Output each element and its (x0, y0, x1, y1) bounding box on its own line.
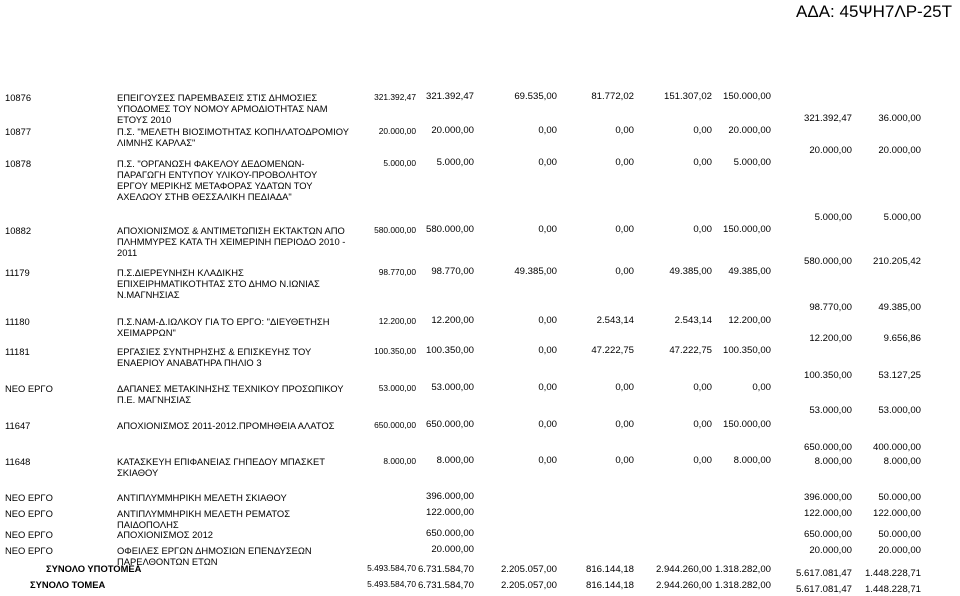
cell-c1: 98.770,00 (378, 267, 416, 277)
cell-c4: 0,00 (615, 125, 634, 136)
cell-c2: 12.200,00 (431, 315, 474, 326)
cell-c6: 20.000,00 (728, 125, 771, 136)
cell-c4: 0,00 (615, 224, 634, 235)
row-code: 11647 (5, 420, 31, 431)
row-code: ΝΕΟ ΕΡΓΟ (5, 545, 53, 556)
cell-c3: 0,00 (538, 419, 557, 430)
cell-c1: 580.000,00 (374, 225, 416, 235)
cell-c4: 0,00 (615, 157, 634, 168)
row-description: ΕΡΓΑΣΙΕΣ ΣΥΝΤΗΡΗΣΗΣ & ΕΠΙΣΚΕΥΗΣ ΤΟΥ ΕΝΑΕΡΙΟΥ ΑΝΑΒΑΤΗΡΑ ΠΗΛΙΟ 3 (117, 346, 312, 368)
row-code: 11181 (5, 346, 30, 357)
cell-c5: 0,00 (693, 455, 712, 466)
right-col-b: 49.385,00 (878, 302, 921, 313)
right-col-b: 20.000,00 (878, 145, 921, 156)
cell-c1: 12.200,00 (378, 316, 416, 326)
cell-c5: 151.307,02 (663, 91, 712, 102)
right-col-b: 9.656,86 (883, 333, 921, 344)
cell-c5: 0,00 (693, 125, 712, 136)
total-c3: 2.205.057,00 (500, 580, 557, 591)
right-col-a: 8.000,00 (814, 456, 852, 467)
cell-c4: 0,00 (615, 455, 634, 466)
cell-c2: 53.000,00 (431, 382, 474, 393)
cell-c1: 53.000,00 (378, 383, 416, 393)
cell-c2: 5.000,00 (436, 157, 474, 168)
row-description: ΟΦΕΙΛΕΣ ΕΡΓΩΝ ΔΗΜΟΣΙΩΝ ΕΠΕΝΔΥΣΕΩΝ ΠΑΡΕΛΘΟΝΤΩΝ ΕΤΩΝ (117, 545, 312, 567)
right-col-b: 8.000,00 (883, 456, 921, 467)
cell-c4: 81.772,02 (591, 91, 634, 102)
cell-c2: 20.000,00 (431, 544, 474, 555)
cell-c2: 8.000,00 (436, 455, 474, 466)
row-description: ΑΝΤΙΠΛΥΜΜΗΡΙΚΗ ΜΕΛΕΤΗ ΡΕΜΑΤΟΣ ΠΑΙΔΟΠΟΛΗΣ (117, 508, 291, 530)
total-c6: 1.318.282,00 (714, 580, 771, 591)
right-col-b: 53.127,25 (878, 370, 921, 381)
total-c3: 2.205.057,00 (500, 564, 557, 575)
total-right-b: 1.448.228,71 (864, 584, 921, 595)
cell-c5: 0,00 (693, 419, 712, 430)
right-col-a: 20.000,00 (809, 145, 852, 156)
total-c2: 6.731.584,70 (417, 580, 474, 591)
cell-c6: 100.350,00 (722, 345, 771, 356)
total-c6: 1.318.282,00 (714, 564, 771, 575)
right-col-b: 50.000,00 (878, 529, 921, 540)
cell-c3: 49.385,00 (514, 266, 557, 277)
cell-c2: 396.000,00 (425, 491, 474, 502)
row-description: ΔΑΠΑΝΕΣ ΜΕΤΑΚΙΝΗΣΗΣ ΤΕΧΝΙΚΟΥ ΠΡΟΣΩΠΙΚΟΥ Π.Ε. ΜΑΓΝΗΣΙΑΣ (117, 383, 344, 405)
total-c4: 816.144,18 (585, 564, 634, 575)
right-col-a: 98.770,00 (809, 302, 852, 313)
right-col-a: 122.000,00 (803, 508, 852, 519)
cell-c3: 0,00 (538, 455, 557, 466)
row-description: ΑΠΟΧΙΟΝΙΣΜΟΣ & ΑΝΤΙΜΕΤΩΠΙΣΗ ΕΚΤΑΚΤΩΝ ΑΠΟ ΠΛΗΜΜΥΡΕΣ ΚΑΤΑ ΤΗ ΧΕΙΜΕΡΙΝΗ ΠΕΡΙΟΔΟ 2010 - 2011 (117, 225, 346, 258)
cell-c1: 20.000,00 (378, 126, 416, 136)
cell-c4: 47.222,75 (591, 345, 634, 356)
right-col-b: 400.000,00 (872, 442, 921, 453)
row-code: 10877 (5, 126, 32, 137)
cell-c4: 2.543,14 (596, 315, 634, 326)
right-col-a: 580.000,00 (803, 256, 852, 267)
row-code: 10876 (5, 92, 32, 103)
right-col-b: 20.000,00 (878, 545, 921, 556)
right-col-a: 100.350,00 (803, 370, 852, 381)
right-col-a: 321.392,47 (803, 113, 852, 124)
right-col-b: 50.000,00 (878, 492, 921, 503)
cell-c1: 650.000,00 (374, 420, 416, 430)
cell-c6: 12.200,00 (728, 315, 771, 326)
row-code: 11648 (5, 456, 31, 467)
row-code: ΝΕΟ ΕΡΓΟ (5, 508, 53, 519)
cell-c4: 0,00 (615, 382, 634, 393)
right-col-b: 210.205,42 (872, 256, 921, 267)
right-col-b: 5.000,00 (883, 212, 921, 223)
cell-c3: 0,00 (538, 224, 557, 235)
cell-c3: 69.535,00 (514, 91, 557, 102)
total-label: ΣΥΝΟΛΟ ΤΟΜΕΑ (30, 579, 106, 590)
cell-c3: 0,00 (538, 315, 557, 326)
right-col-b: 36.000,00 (878, 113, 921, 124)
right-col-a: 12.200,00 (809, 333, 852, 344)
cell-c2: 100.350,00 (425, 345, 474, 356)
total-right-b: 1.448.228,71 (864, 568, 921, 579)
row-description: Π.Σ.ΝΑΜ-Δ.ΙΩΛΚΟΥ ΓΙΑ ΤΟ ΕΡΓΟ: "ΔΙΕΥΘΕΤΗΣΗ ΧΕΙΜΑΡΡΩΝ" (117, 316, 330, 338)
row-code: ΝΕΟ ΕΡΓΟ (5, 383, 53, 394)
total-c1: 5.493.584,70 (367, 563, 416, 573)
cell-c2: 98.770,00 (431, 266, 474, 277)
right-col-a: 650.000,00 (803, 442, 852, 453)
cell-c5: 0,00 (693, 382, 712, 393)
cell-c1: 8.000,00 (383, 456, 416, 466)
cell-c6: 5.000,00 (733, 157, 771, 168)
row-code: ΝΕΟ ΕΡΓΟ (5, 529, 53, 540)
right-col-a: 53.000,00 (809, 405, 852, 416)
cell-c2: 650.000,00 (425, 528, 474, 539)
row-description: ΕΠΕΙΓΟΥΣΕΣ ΠΑΡΕΜΒΑΣΕΙΣ ΣΤΙΣ ΔΗΜΟΣΙΕΣ ΥΠΟΔΟΜΕΣ ΤΟΥ ΝΟΜΟΥ ΑΡΜΟΔΙΟΤΗΤΑΣ ΝΑΜ ΕΤΟΥΣ 2010 (117, 92, 328, 125)
row-description: ΑΝΤΙΠΛΥΜΜΗΡΙΚΗ ΜΕΛΕΤΗ ΣΚΙΑΘΟΥ (117, 492, 287, 503)
row-description: Π.Σ.ΔΙΕΡΕΥΝΗΣΗ ΚΛΑΔΙΚΗΣ ΕΠΙΧΕΙΡΗΜΑΤΙΚΟΤΗΤΑΣ ΣΤΟ ΔΗΜΟ Ν.ΙΩΝΙΑΣ Ν.ΜΑΓΝΗΣΙΑΣ (117, 267, 320, 300)
cell-c3: 0,00 (538, 345, 557, 356)
right-col-a: 5.000,00 (814, 212, 852, 223)
cell-c3: 0,00 (538, 125, 557, 136)
cell-c3: 0,00 (538, 157, 557, 168)
cell-c6: 49.385,00 (728, 266, 771, 277)
row-description: Π.Σ. "ΜΕΛΕΤΗ ΒΙΟΣΙΜΟΤΗΤΑΣ ΚΟΠΗΛΑΤΟΔΡΟΜΙΟΥ ΛΙΜΝΗΣ ΚΑΡΛΑΣ" (117, 126, 349, 148)
right-col-a: 396.000,00 (803, 492, 852, 503)
cell-c2: 580.000,00 (425, 224, 474, 235)
cell-c5: 0,00 (693, 157, 712, 168)
total-right-a: 5.617.081,47 (795, 568, 852, 579)
right-col-a: 20.000,00 (809, 545, 852, 556)
row-description: ΑΠΟΧΙΟΝΙΣΜΟΣ 2011-2012.ΠΡΟΜΗΘΕΙΑ ΑΛΑΤΟΣ (117, 420, 335, 431)
total-c5: 2.944.260,00 (655, 580, 712, 591)
row-description: Π.Σ. "ΟΡΓΑΝΩΣΗ ΦΑΚΕΛΟΥ ΔΕΔΟΜΕΝΩΝ- ΠΑΡΑΓΩΓΗ ΕΝΤΥΠΟΥ ΥΛΙΚΟΥ-ΠΡΟΒΟΛΗΤΟΥ ΕΡΓΟΥ ΜΕΡΙΚΗΣ ΜΕΤΑΦΟΡΑΣ ΥΔΑΤΩΝ ΤΟΥ ΑΧΕΛΩΟΥ ΣΤΗΒ ΘΕΣΣΑΛΙΚΗ ΠΕΔΙΑΔΑ" (117, 158, 318, 202)
cell-c5: 47.222,75 (669, 345, 712, 356)
cell-c1: 321.392,47 (374, 92, 416, 102)
cell-c1: 100.350,00 (374, 346, 416, 356)
cell-c4: 0,00 (615, 419, 634, 430)
cell-c1: 5.000,00 (383, 158, 416, 168)
total-c5: 2.944.260,00 (655, 564, 712, 575)
row-code: 11179 (5, 267, 30, 278)
row-description: ΑΠΟΧΙΟΝΙΣΜΟΣ 2012 (117, 529, 213, 540)
cell-c2: 122.000,00 (425, 507, 474, 518)
cell-c6: 8.000,00 (733, 455, 771, 466)
row-code: 11180 (5, 316, 30, 327)
cell-c2: 20.000,00 (431, 125, 474, 136)
ada-header: ΑΔΑ: 45ΨΗ7ΛΡ-25Τ (796, 2, 952, 21)
total-c2: 6.731.584,70 (417, 564, 474, 575)
total-right-a: 5.617.081,47 (795, 584, 852, 595)
row-description: ΚΑΤΑΣΚΕΥΗ ΕΠΙΦΑΝΕΙΑΣ ΓΗΠΕΔΟΥ ΜΠΑΣΚΕΤ ΣΚΙΑΘΟΥ (117, 456, 325, 478)
cell-c5: 2.543,14 (674, 315, 712, 326)
right-col-b: 122.000,00 (872, 508, 921, 519)
cell-c2: 650.000,00 (425, 419, 474, 430)
cell-c6: 150.000,00 (722, 224, 771, 235)
cell-c4: 0,00 (615, 266, 634, 277)
total-c1: 5.493.584,70 (367, 579, 416, 589)
total-c4: 816.144,18 (585, 580, 634, 591)
total-label: ΣΥΝΟΛΟ ΥΠΟΤΟΜΕΑ (46, 563, 142, 574)
right-col-a: 650.000,00 (803, 529, 852, 540)
row-code: 10878 (5, 158, 32, 169)
cell-c6: 0,00 (752, 382, 771, 393)
cell-c2: 321.392,47 (425, 91, 474, 102)
cell-c5: 0,00 (693, 224, 712, 235)
cell-c5: 49.385,00 (669, 266, 712, 277)
cell-c3: 0,00 (538, 382, 557, 393)
right-col-b: 53.000,00 (878, 405, 921, 416)
cell-c6: 150.000,00 (722, 419, 771, 430)
cell-c6: 150.000,00 (722, 91, 771, 102)
row-code: ΝΕΟ ΕΡΓΟ (5, 492, 53, 503)
row-code: 10882 (5, 225, 32, 236)
